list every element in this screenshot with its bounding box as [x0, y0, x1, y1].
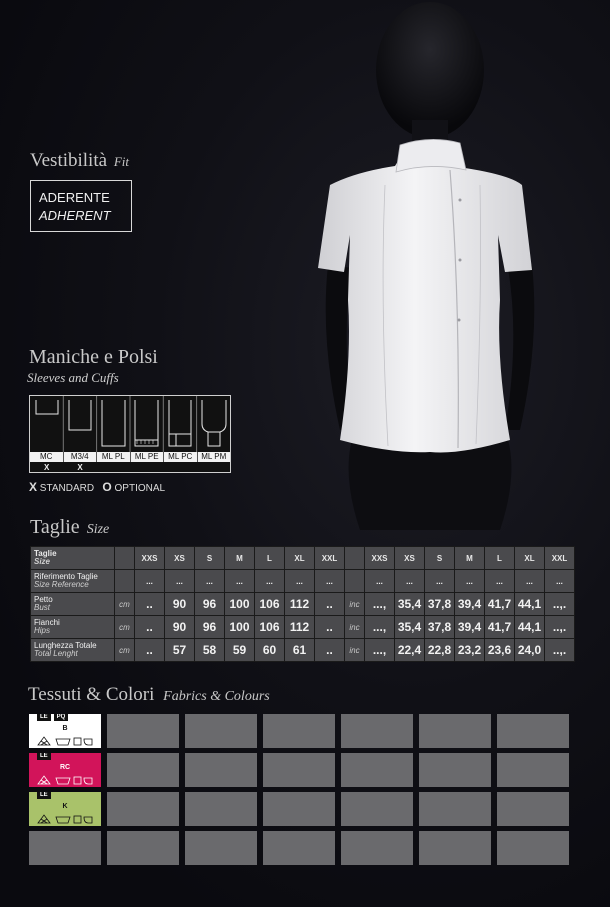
sleeve-code: ML PC — [164, 452, 198, 462]
row-label-it: Taglie — [34, 549, 57, 558]
sleeve-code: ML PE — [131, 452, 165, 462]
measure-cm: 100 — [225, 616, 255, 639]
measure-inc: ... — [365, 570, 395, 593]
sleeve-mlpm-icon — [202, 400, 226, 446]
fit-value-en: ADHERENT — [39, 208, 111, 223]
row-label-it: Lunghezza Totale — [34, 641, 97, 650]
measure-cm: .. — [315, 616, 345, 639]
measure-cm: .. — [315, 593, 345, 616]
sleeve-diagrams — [30, 396, 230, 452]
table-row — [31, 570, 575, 593]
sleeve-mark — [197, 463, 230, 472]
size-header: S — [195, 547, 225, 570]
measure-cm: 58 — [195, 639, 225, 662]
care-symbols-icon — [37, 736, 93, 746]
measure-inc: ..., — [365, 616, 395, 639]
table-row — [31, 593, 575, 616]
unit-cell — [115, 547, 135, 570]
fit-heading: Vestibilità Fit — [30, 150, 129, 171]
fabric-swatch-empty — [419, 792, 491, 826]
size-header: M — [455, 547, 485, 570]
measure-inc: 37,8 — [425, 616, 455, 639]
fabric-swatch-empty — [497, 792, 569, 826]
fabric-swatch-empty — [263, 714, 335, 748]
fabric-swatch-empty — [107, 714, 179, 748]
fabric-colour-tile — [29, 714, 101, 748]
unit-cell — [115, 570, 135, 593]
row-label — [31, 639, 115, 662]
measure-inc: 24,0 — [515, 639, 545, 662]
care-symbols-icon — [37, 814, 93, 824]
measure-inc: 44,1 — [515, 593, 545, 616]
measure-inc: ..,. — [545, 616, 575, 639]
sleeve-m34-icon — [69, 400, 91, 430]
measure-cm: 106 — [255, 593, 285, 616]
fabric-swatch-empty — [263, 831, 335, 865]
fabric-code: K — [62, 803, 68, 810]
sleeve-mark — [163, 463, 196, 472]
fabric-swatch-empty — [497, 831, 569, 865]
measure-cm: ... — [165, 570, 195, 593]
shirt — [318, 148, 532, 453]
measure-cm: 96 — [195, 593, 225, 616]
sleeve-code: ML PM — [198, 452, 231, 462]
measure-inc: 22,4 — [395, 639, 425, 662]
fabric-swatch-empty — [263, 792, 335, 826]
measure-inc: ..,. — [545, 593, 575, 616]
measure-cm: ... — [255, 570, 285, 593]
fabric-swatch-empty — [107, 831, 179, 865]
measure-cm: 59 — [225, 639, 255, 662]
sleeve-mlpc-icon — [169, 400, 191, 446]
measure-inc: ..,. — [545, 639, 575, 662]
measure-cm: .. — [135, 593, 165, 616]
measure-inc: 35,4 — [395, 593, 425, 616]
unit-cell — [345, 570, 365, 593]
measure-cm: 96 — [195, 616, 225, 639]
measure-cm: .. — [135, 616, 165, 639]
measure-inc: ... — [395, 570, 425, 593]
measure-inc: 39,4 — [455, 616, 485, 639]
measure-cm: ... — [225, 570, 255, 593]
measure-cm: ... — [285, 570, 315, 593]
sleeves-subheading: Sleeves and Cuffs — [27, 370, 119, 385]
sleeve-mc-icon — [36, 400, 58, 414]
sleeve-code: MC — [30, 452, 64, 462]
size-header: XXL — [315, 547, 345, 570]
unit-cell: inc — [345, 616, 365, 639]
measure-inc: 23,6 — [485, 639, 515, 662]
fabric-swatch-empty — [497, 714, 569, 748]
size-header: XL — [285, 547, 315, 570]
fabric-colour-tile — [29, 792, 101, 826]
row-label-en: Hips — [34, 626, 51, 635]
row-label-en: Bust — [34, 603, 51, 612]
measure-cm: 60 — [255, 639, 285, 662]
fabric-code: B — [62, 725, 68, 732]
measure-cm: 90 — [165, 616, 195, 639]
fit-value-it: ADERENTE — [39, 190, 110, 205]
row-label-en: Size Reference — [34, 580, 89, 589]
sleeve-legend: X STANDARD O OPTIONAL — [29, 480, 166, 494]
measure-cm: 90 — [165, 593, 195, 616]
fabric-swatch-empty — [185, 831, 257, 865]
fabric-swatch-empty — [185, 792, 257, 826]
fit-value-box — [30, 180, 132, 232]
row-label — [31, 616, 115, 639]
measure-cm: .. — [315, 639, 345, 662]
sleeve-options-panel — [29, 395, 231, 473]
measure-inc: 41,7 — [485, 616, 515, 639]
unit-cell: cm — [115, 593, 135, 616]
size-header: XXL — [545, 547, 575, 570]
unit-cell: cm — [115, 616, 135, 639]
fabric-swatch-empty — [107, 792, 179, 826]
table-header-row — [31, 547, 575, 570]
fabric-code: RC — [59, 764, 71, 771]
fabric-swatch-empty — [341, 831, 413, 865]
fabric-tag: LE — [37, 792, 51, 799]
sleeve-mlpl-icon — [102, 400, 125, 446]
fabric-swatch-empty — [185, 753, 257, 787]
fabric-swatch-empty — [263, 753, 335, 787]
measure-inc: ... — [515, 570, 545, 593]
unit-cell: inc — [345, 593, 365, 616]
row-label-it: Fianchi — [34, 618, 60, 627]
mannequin-head — [376, 2, 484, 138]
sleeve-code-row — [30, 452, 230, 462]
sleeve-mlpe-icon — [135, 400, 158, 446]
measure-cm: 61 — [285, 639, 315, 662]
measure-cm: ... — [315, 570, 345, 593]
care-symbols-icon — [37, 775, 93, 785]
measure-inc: ..., — [365, 639, 395, 662]
fabric-swatch-empty — [341, 792, 413, 826]
measure-inc: ..., — [365, 593, 395, 616]
sleeve-mark — [130, 463, 163, 472]
sleeve-mark: X — [43, 463, 50, 472]
table-row — [31, 639, 575, 662]
sleeve-mark — [97, 463, 130, 472]
measure-inc: ... — [455, 570, 485, 593]
row-label-en: Total Lenght — [34, 649, 78, 658]
fabric-tag: PQ — [54, 714, 69, 721]
size-table — [30, 546, 575, 662]
fabric-tags — [37, 714, 68, 721]
measure-inc: ... — [425, 570, 455, 593]
measure-cm: ... — [195, 570, 225, 593]
size-header: XS — [395, 547, 425, 570]
measure-inc: 37,8 — [425, 593, 455, 616]
measure-inc: 22,8 — [425, 639, 455, 662]
size-header: XL — [515, 547, 545, 570]
fabric-tag: LE — [37, 714, 51, 721]
fabric-tags — [37, 753, 51, 760]
size-header: L — [255, 547, 285, 570]
unit-cell — [345, 547, 365, 570]
fabric-swatch-empty — [419, 753, 491, 787]
table-row — [31, 616, 575, 639]
size-header: S — [425, 547, 455, 570]
measure-cm: 100 — [225, 593, 255, 616]
measure-inc: ... — [545, 570, 575, 593]
sleeves-heading: Maniche e Polsi — [29, 346, 158, 368]
measure-inc: ... — [485, 570, 515, 593]
row-label — [31, 570, 115, 593]
fabric-swatch-empty — [419, 831, 491, 865]
measure-cm: ... — [135, 570, 165, 593]
measure-inc: 44,1 — [515, 616, 545, 639]
unit-cell: inc — [345, 639, 365, 662]
measure-cm: 112 — [285, 593, 315, 616]
sizes-heading: Taglie Size — [30, 516, 110, 538]
row-label-en: Size — [34, 557, 51, 566]
sleeve-availability-row — [30, 463, 230, 472]
fabric-swatch-empty — [185, 714, 257, 748]
measure-cm: 106 — [255, 616, 285, 639]
fabric-swatch-empty — [107, 753, 179, 787]
measure-inc: 23,2 — [455, 639, 485, 662]
fabric-swatch-empty — [341, 753, 413, 787]
row-label-it: Riferimento Taglie — [34, 572, 98, 581]
size-header: XXS — [135, 547, 165, 570]
fabric-colour-tile — [29, 753, 101, 787]
row-label — [31, 547, 115, 570]
size-header: L — [485, 547, 515, 570]
size-header: XXS — [365, 547, 395, 570]
fabric-swatch-empty — [341, 714, 413, 748]
size-header: XS — [165, 547, 195, 570]
row-label — [31, 593, 115, 616]
measure-inc: 35,4 — [395, 616, 425, 639]
measure-cm: 57 — [165, 639, 195, 662]
size-header: M — [225, 547, 255, 570]
product-photo — [300, 0, 560, 530]
fabrics-heading: Tessuti & Colori Fabrics & Colours — [28, 684, 270, 705]
sleeve-code: ML PL — [97, 452, 131, 462]
fabric-tag: LE — [37, 753, 51, 760]
fabric-swatch-empty — [29, 831, 101, 865]
sleeve-mark: X — [77, 463, 83, 472]
measure-inc: 39,4 — [455, 593, 485, 616]
measure-cm: 112 — [285, 616, 315, 639]
fabric-swatch-empty — [419, 714, 491, 748]
mannequin-arm-right — [505, 265, 534, 430]
measure-cm: .. — [135, 639, 165, 662]
unit-cell: cm — [115, 639, 135, 662]
fabric-tags — [37, 792, 51, 799]
sleeve-code: M3/4 — [64, 452, 98, 462]
row-label-it: Petto — [34, 595, 53, 604]
measure-inc: 41,7 — [485, 593, 515, 616]
fabric-swatch-empty — [497, 753, 569, 787]
